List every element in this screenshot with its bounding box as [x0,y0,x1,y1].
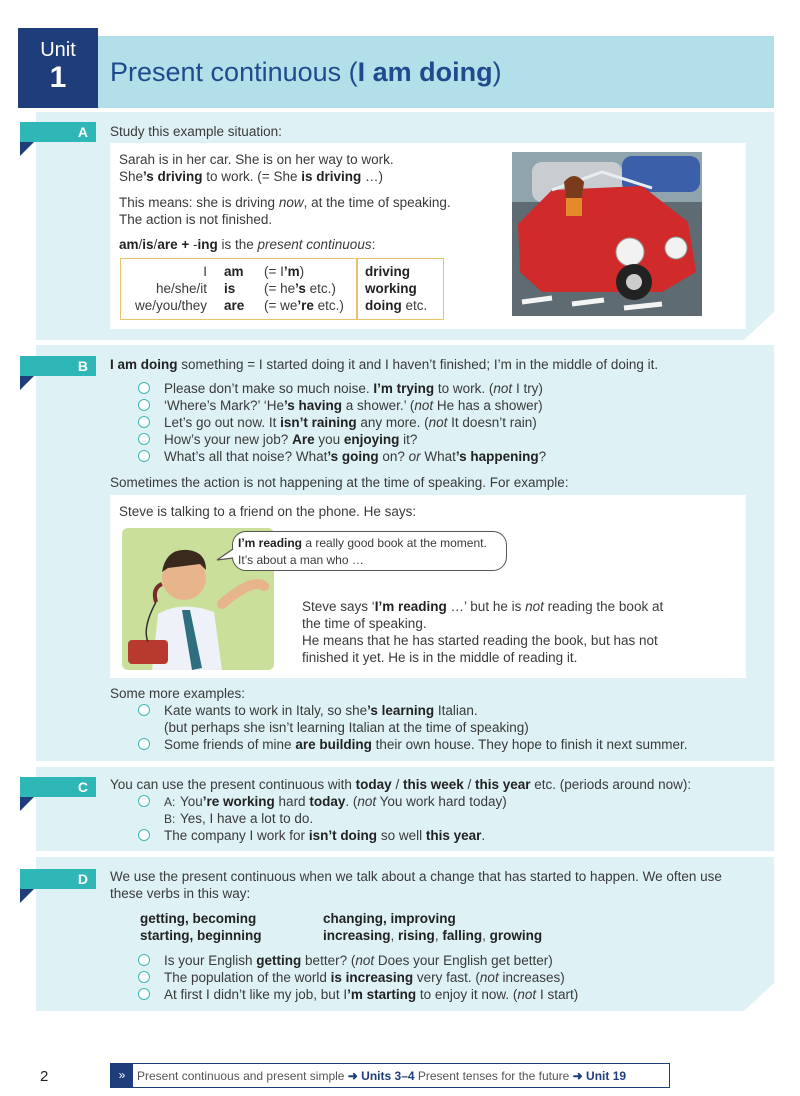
t: it? [399,432,418,447]
t: increases) [498,970,565,985]
t: this year [475,777,531,792]
t: / [138,237,143,252]
t: not [414,398,434,413]
t: I’m trying [373,381,435,396]
page-title [110,56,502,88]
t: Yes, I have a lot to do. [180,811,314,826]
t: ’s learning [367,703,435,718]
hubcap [626,274,642,290]
t: Please don’t make so much noise. [164,381,374,396]
cross-reference-text [137,1068,626,1085]
table-verb: are [224,298,245,313]
section-a-corner [744,312,774,340]
t: Italian. [434,703,478,718]
section-d-intro-1: We use the present continuous when we talk about a change that has started to happen. We often use [110,869,722,884]
t: to work. ( [434,381,494,396]
t: ’s going [327,449,379,464]
t: , [482,928,490,943]
t: getting [256,953,302,968]
bullet-icon [138,738,150,750]
table-contraction [264,297,344,314]
bullet-icon [138,399,150,411]
t: How’s your new job? [164,432,293,447]
example-d3 [164,986,578,1003]
section-c-tab: C [20,777,96,797]
example-c2 [164,810,313,828]
table-ing-form: driving [365,264,411,279]
t: I’m reading [238,536,303,550]
t: ’s happening [455,449,539,464]
t: ’m [283,264,300,279]
sometimes-line: Sometimes the action is not happening at the time of speaking. For example: [110,475,569,490]
t: you [314,432,344,447]
t: ’s [295,281,306,296]
unit-badge [18,28,98,108]
example-d2 [164,969,565,986]
t: Present tenses for the future [414,1069,573,1083]
t: ’s driving [143,169,203,184]
t: - [192,237,198,252]
example-b4 [164,431,417,448]
t: …’ but he is [446,599,526,614]
t: Are [292,432,315,447]
t: (= I [264,264,284,279]
t: not [525,599,544,614]
section-d-intro-2: these verbs in this way: [110,886,251,901]
example-b2 [164,397,543,414]
t: . ( [345,794,358,809]
speaker-a-label: A: [164,795,176,809]
section-a-tab: A [20,122,96,142]
t: ’s having [284,398,343,413]
t: very fast. ( [413,970,480,985]
steve-explain-3: He means that he has started reading the book, but has not [302,633,658,648]
bubble-tail-shape [217,549,233,560]
t: , [390,928,399,943]
t: Kate wants to work in Italy, so she [164,703,368,718]
t: are building [295,737,372,752]
car-illustration [512,152,702,316]
t: is driving [301,169,362,184]
t: What [420,449,456,464]
example-b1 [164,380,543,397]
t: rising [398,928,435,943]
section-c-tab-marker [20,797,34,811]
telephone [128,640,168,664]
headlight [616,238,644,266]
example-b3 [164,414,537,431]
t: ’re working [202,794,275,809]
table-subject: I [203,264,207,279]
t: so well [377,828,426,843]
t: This means: she is driving [119,195,279,210]
t: to enjoy it now. ( [416,987,518,1002]
unit-19-link[interactable]: ➜ Unit 19 [572,1069,627,1083]
table-subject: we/you/they [134,298,207,313]
t: not [357,794,377,809]
double-chevron-icon: » [111,1064,133,1087]
t: a shower.’ ( [342,398,415,413]
t: Does your English get better) [374,953,553,968]
t: to work. (= She [202,169,302,184]
section-b-tab: B [20,356,96,376]
t: is the [217,237,258,252]
table-divider [356,259,358,319]
table-ing-form: working [365,281,417,296]
t: ‘Where’s Mark?’ ‘He [164,398,285,413]
t: doing [365,298,402,313]
t: Steve says ‘ [302,599,375,614]
driver-top [566,198,582,216]
t: , at the time of speaking. [303,195,451,210]
t: etc. (periods around now): [530,777,692,792]
t: are + [157,237,193,252]
section-b-tab-marker [20,376,34,390]
formula-line [119,236,375,253]
t: . [481,828,486,843]
bullet-icon [138,971,150,983]
driver-hair [564,176,584,198]
steve-intro: Steve is talking to a friend on the phone. He says: [119,504,417,519]
t: (= he [264,281,296,296]
t: I am doing [110,357,178,372]
headlight [665,237,687,259]
t: not [355,953,375,968]
steve-explain-2: the time of speaking. [302,616,427,631]
t: this week [402,777,464,792]
t: today [309,794,346,809]
t: I’m reading [374,599,447,614]
t: You work hard today) [376,794,507,809]
bullet-icon [138,988,150,1000]
t: ing [197,237,218,252]
conjugation-table [120,258,444,320]
t: better? ( [301,953,356,968]
page-number: 2 [40,1068,49,1085]
t: You can use the present continuous with [110,777,356,792]
t: on? [378,449,409,464]
section-b-intro [110,356,658,373]
t: Is your English [164,953,257,968]
t: : [371,237,376,252]
t: ’m starting [347,987,417,1002]
t: Present continuous and present simple [137,1069,348,1083]
t: Some friends of mine [164,737,296,752]
table-subject: he/she/it [155,281,207,296]
t: a really good book at the moment. [302,536,487,550]
steve-explain-4: finished it yet. He is in the middle of reading it. [302,650,578,665]
t: …) [361,169,383,184]
t: falling [442,928,483,943]
meaning-line-2: The action is not finished. [119,212,273,227]
section-a-intro: Study this example situation: [110,124,282,139]
bullet-icon [138,795,150,807]
t: am [119,237,139,252]
sarah-line-2 [119,168,383,185]
t: ’re [297,298,314,313]
bullet-icon [138,433,150,445]
verbs-col2-row2 [323,927,542,944]
section-c-intro [110,776,691,793]
t: / [153,237,158,252]
t: etc.) [305,281,336,296]
table-verb: is [224,281,236,296]
t: isn’t doing [308,828,378,843]
t: or [408,449,421,464]
title-bold: I am doing [357,57,493,87]
unit-label: Unit [40,39,76,61]
bullet-icon [138,382,150,394]
t: etc. [401,298,428,313]
t: their own house. They hope to finish it next summer. [371,737,688,752]
t: / [391,777,403,792]
example-c3 [164,827,485,844]
section-d-tab-marker [20,889,34,903]
t: What’s all that noise? What [164,449,328,464]
t: It doesn’t rain) [447,415,537,430]
table-ing-form [365,297,427,314]
t: something = I started doing it and I haven’t finished; I’m in the middle of doing it. [177,357,659,372]
example-d1 [164,952,553,969]
t: Let’s go out now. It [164,415,281,430]
units-3-4-link[interactable]: ➜ Units 3–4 [347,1069,415,1083]
verbs-col1-row1: getting, becoming [140,911,257,926]
t: isn’t raining [280,415,357,430]
bullet-icon [138,416,150,428]
t: / [463,777,475,792]
title-prefix: Present continuous ( [110,57,358,87]
table-contraction [264,263,304,280]
t: I try) [512,381,543,396]
speaker-b-label: B: [164,812,176,826]
cross-reference-box [110,1063,670,1088]
speech-bubble-tail [216,548,238,566]
verbs-col2-row1: changing, improving [323,911,456,926]
t: increasing [323,928,391,943]
t: is increasing [330,970,414,985]
table-verb: am [224,264,244,279]
t: not [493,381,513,396]
t: He has a shower) [433,398,543,413]
t: At first I didn’t like my job, but I [164,987,348,1002]
section-d-tab: D [20,869,96,889]
t: today [355,777,392,792]
t: reading the book at [543,599,664,614]
t: The company I work for [164,828,309,843]
t: is [142,237,154,252]
bubble-line-2: It’s about a man who … [238,553,364,567]
t: not [479,970,499,985]
sarah-line-1: Sarah is in her car. She is on her way to work. [119,152,394,167]
example-c1 [164,793,507,811]
t: The population of the world [164,970,331,985]
bubble-line-1 [238,535,487,552]
bullet-icon [138,829,150,841]
t: now [278,195,304,210]
t: (= we [264,298,298,313]
unit-number: 1 [49,61,67,94]
example-b5 [164,448,546,465]
t: growing [489,928,543,943]
steve-explain-1 [302,598,663,615]
t: this year [425,828,482,843]
t: not [517,987,537,1002]
section-a-tab-marker [20,142,34,156]
bullet-icon [138,450,150,462]
t: etc.) [313,298,344,313]
section-d-corner [744,983,774,1011]
title-suffix: ) [492,57,502,87]
table-contraction [264,280,336,297]
t: , [434,928,443,943]
t: She [119,169,144,184]
example-b6 [164,702,478,719]
more-examples-label: Some more examples: [110,686,246,701]
meaning-line-1 [119,194,451,211]
verbs-col1-row2: starting, beginning [140,928,262,943]
t: ) [299,264,305,279]
t: I start) [536,987,579,1002]
t: You [180,794,203,809]
bullet-icon [138,954,150,966]
t: enjoying [343,432,400,447]
bullet-icon [138,704,150,716]
t: not [428,415,448,430]
t: any more. ( [356,415,429,430]
t: ? [538,449,547,464]
example-b6-note: (but perhaps she isn’t learning Italian at the time of speaking) [164,720,529,735]
t: hard [274,794,310,809]
t: present continuous [257,237,372,252]
example-b7 [164,736,688,753]
